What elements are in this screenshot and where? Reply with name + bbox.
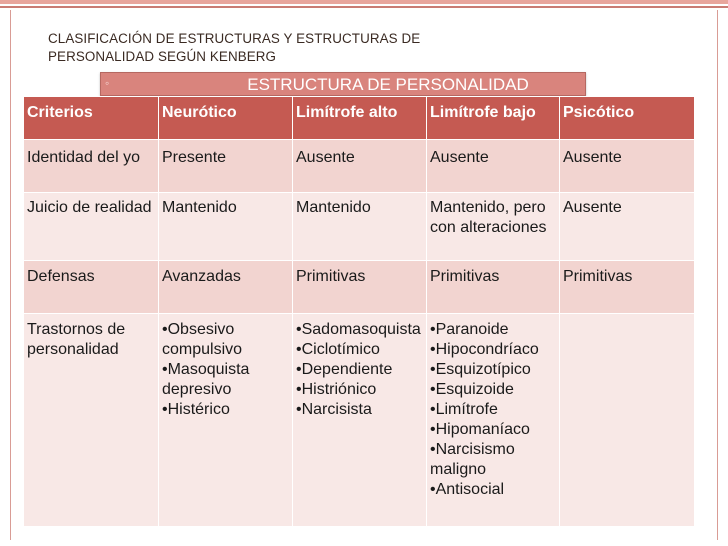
slide-title <box>48 30 608 66</box>
header-limitrofe-bajo: Limítrofe bajo <box>427 97 560 140</box>
slide-left-border <box>10 10 11 540</box>
list-item: •Narcisista <box>296 401 372 418</box>
table-cell: Presente <box>159 140 293 193</box>
table-cell: Identidad del yo <box>24 140 159 193</box>
list-item: •Esquizotípico <box>430 361 531 378</box>
header-criterios: Criterios <box>24 97 159 140</box>
list-item: •Hipocondríaco <box>430 341 539 358</box>
list-item: •Narcisismo maligno <box>430 441 515 478</box>
table-cell-limitrofe-bajo-list <box>427 314 560 527</box>
table-cell: Ausente <box>560 193 695 261</box>
list-item: •Limítrofe <box>430 401 498 418</box>
list-item: •Ciclotímico <box>296 341 380 358</box>
list-item: •Esquizoide <box>430 381 514 398</box>
table-cell: Juicio de realidad <box>24 193 159 261</box>
table-banner <box>100 72 586 96</box>
banner-text: ESTRUCTURA DE PERSONALIDAD <box>247 75 529 94</box>
list-item: •Sadomasoquista <box>296 321 421 338</box>
table-cell: Primitivas <box>427 261 560 314</box>
table-cell: Mantenido <box>293 193 427 261</box>
list-item: •Antisocial <box>430 481 505 498</box>
table-cell: Mantenido <box>159 193 293 261</box>
table-cell-neurotico-list <box>159 314 293 527</box>
table-cell: Defensas <box>24 261 159 314</box>
table-cell: Mantenido, pero con alteraciones <box>427 193 560 261</box>
table-cell-limitrofe-alto-list <box>293 314 427 527</box>
list-item: •Masoquista depresivo <box>162 361 250 398</box>
list-item: •Hipomaníaco <box>430 421 530 438</box>
table-cell: Primitivas <box>560 261 695 314</box>
table-row <box>24 261 695 314</box>
header-limitrofe-alto: Limítrofe alto <box>293 97 427 140</box>
table-cell: Primitivas <box>293 261 427 314</box>
list-item: •Histérico <box>162 401 230 418</box>
header-psicotico: Psicótico <box>560 97 695 140</box>
list-item: •Dependiente <box>296 361 393 378</box>
table-row <box>24 193 695 261</box>
table-cell: Avanzadas <box>159 261 293 314</box>
header-neurotico: Neurótico <box>159 97 293 140</box>
table-header-row <box>24 97 695 140</box>
banner-mark-icon: ◦ <box>105 76 110 90</box>
table-cell: Ausente <box>560 140 695 193</box>
list-item: •Paranoide <box>430 321 509 338</box>
slide-top-border <box>0 0 728 8</box>
table-cell: Ausente <box>427 140 560 193</box>
table-row <box>24 140 695 193</box>
title-line-2: PERSONALIDAD SEGÚN KENBERG <box>48 49 277 64</box>
title-line-1: CLASIFICACIÓN DE ESTRUCTURAS Y ESTRUCTURAS DE <box>48 31 421 46</box>
list-item: •Obsesivo compulsivo <box>162 321 243 358</box>
slide-right-border <box>717 10 718 540</box>
table-cell: Ausente <box>293 140 427 193</box>
table-cell-psicotico-list <box>560 314 695 527</box>
table-row <box>24 314 695 527</box>
list-item: •Histriónico <box>296 381 377 398</box>
personality-structure-table <box>23 96 695 527</box>
table-cell: Trastornos de personalidad <box>24 314 159 527</box>
